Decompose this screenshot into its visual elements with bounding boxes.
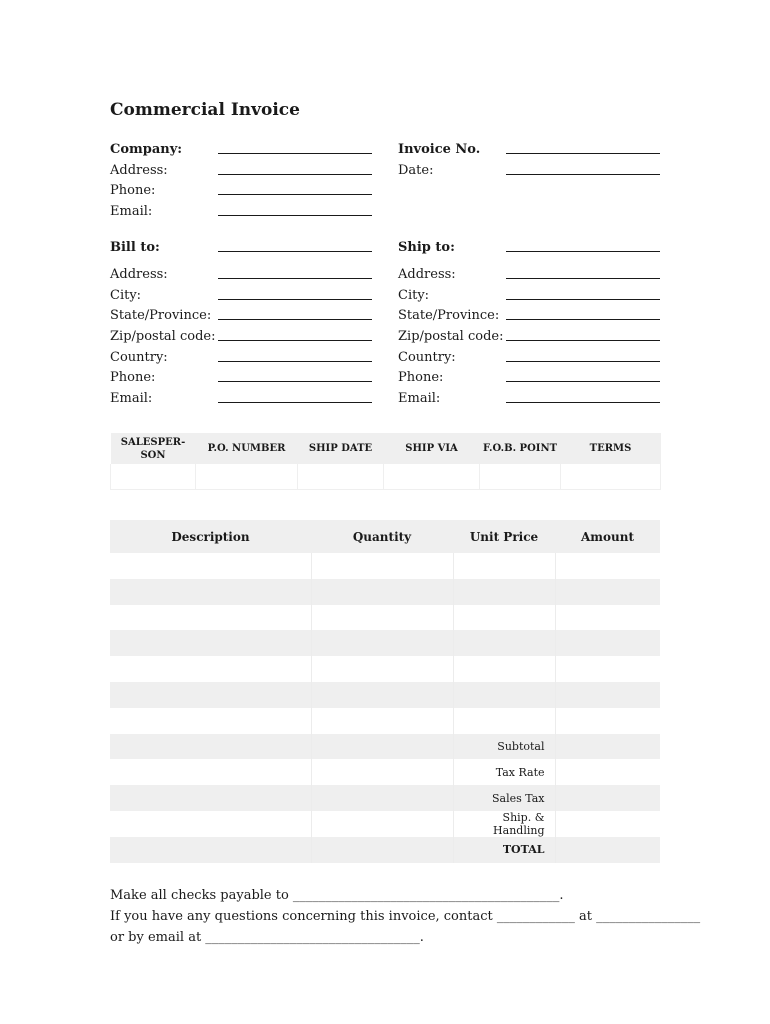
amount-cell[interactable] [555,682,660,708]
ship-to-address-field[interactable] [506,278,660,279]
quantity-cell[interactable] [311,656,453,682]
amount-cell[interactable] [555,708,660,734]
ship-to-zip-label: Zip/postal code: [398,329,504,344]
fob-point-cell[interactable] [480,464,561,490]
quantity-cell[interactable] [311,708,453,734]
bill-to-email-field[interactable] [218,402,372,403]
blank-cell [311,811,453,837]
bill-to-country-label: Country: [110,350,168,365]
shipping-table [110,433,661,490]
invoice-date-label: Date: [398,163,434,178]
fob-point-header: F.O.B. POINT [480,433,561,464]
invoice-number-field[interactable] [506,153,660,154]
quantity-cell[interactable] [311,682,453,708]
shipping-handling-label: Ship. & Handling [453,811,555,837]
amount-cell[interactable] [555,605,660,631]
table-row [110,579,660,605]
company-email-label: Email: [110,204,153,219]
table-row [110,605,660,631]
description-cell[interactable] [110,579,311,605]
table-row [110,708,660,734]
page-title: Commercial Invoice [110,100,300,120]
tax-rate-value[interactable] [555,759,660,785]
bill-to-city-field[interactable] [218,299,372,300]
po-number-cell[interactable] [196,464,298,490]
amount-cell[interactable] [555,656,660,682]
company-phone-label: Phone: [110,183,156,198]
bill-to-phone-label: Phone: [110,370,156,385]
sales-tax-row [110,785,660,811]
ship-to-city-field[interactable] [506,299,660,300]
unit-price-cell[interactable] [453,605,555,631]
blank-cell [110,785,311,811]
amount-cell[interactable] [555,553,660,579]
total-value[interactable] [555,837,660,863]
salesperson-header: SALESPER- SON [111,433,196,464]
bill-to-email-label: Email: [110,391,153,406]
subtotal-label: Subtotal [453,734,555,760]
ship-to-phone-field[interactable] [506,381,660,382]
blank-cell [311,837,453,863]
amount-cell[interactable] [555,579,660,605]
invoice-number-label: Invoice No. [398,142,481,157]
bill-to-address-label: Address: [110,267,168,282]
salesperson-cell[interactable] [111,464,196,490]
company-email-field[interactable] [218,215,372,216]
ship-to-address-label: Address: [398,267,456,282]
invoice-date-field[interactable] [506,174,660,175]
ship-to-country-label: Country: [398,350,456,365]
description-cell[interactable] [110,708,311,734]
unit-price-cell[interactable] [453,630,555,656]
description-cell[interactable] [110,630,311,656]
bill-to-phone-field[interactable] [218,381,372,382]
bill-to-zip-label: Zip/postal code: [110,329,216,344]
description-cell[interactable] [110,553,311,579]
shipping-handling-row [110,811,660,837]
shipping-table-header [111,433,661,464]
sales-tax-label: Sales Tax [453,785,555,811]
bill-to-heading: Bill to: [110,240,160,255]
unit-price-cell[interactable] [453,682,555,708]
ship-via-cell[interactable] [384,464,480,490]
bill-to-state-label: State/Province: [110,308,212,323]
company-address-field[interactable] [218,174,372,175]
blank-cell [311,734,453,760]
unit-price-cell[interactable] [453,579,555,605]
unit-price-header: Unit Price [453,520,555,553]
table-row [111,464,661,490]
table-row [110,630,660,656]
blank-cell [110,759,311,785]
footer-email-note: or by email at _________________________________. [110,930,424,945]
bill-to-zip-field[interactable] [218,340,372,341]
items-table [110,520,660,863]
table-row [110,682,660,708]
items-table-header [110,520,660,553]
bill-to-country-field[interactable] [218,361,372,362]
subtotal-value[interactable] [555,734,660,760]
blank-cell [110,734,311,760]
tax-rate-label: Tax Rate [453,759,555,785]
description-cell[interactable] [110,605,311,631]
ship-to-email-label: Email: [398,391,441,406]
bill-to-state-field[interactable] [218,319,372,320]
sales-tax-value[interactable] [555,785,660,811]
table-row [110,553,660,579]
bill-to-field[interactable] [218,251,372,252]
unit-price-cell[interactable] [453,553,555,579]
ship-to-zip-field[interactable] [506,340,660,341]
description-cell[interactable] [110,656,311,682]
quantity-cell[interactable] [311,630,453,656]
table-row [110,656,660,682]
footer-contact-note: If you have any questions concerning this invoice, contact ____________ at ________________ [110,909,701,924]
total-row [110,837,660,863]
quantity-cell[interactable] [311,605,453,631]
ship-via-header: SHIP VIA [384,433,480,464]
footer-payable-note: Make all checks payable to _________________________________________. [110,888,564,903]
company-label: Company: [110,142,183,157]
bill-to-city-label: City: [110,288,142,303]
ship-to-state-field[interactable] [506,319,660,320]
terms-cell[interactable] [561,464,661,490]
bill-to-address-field[interactable] [218,278,372,279]
unit-price-cell[interactable] [453,708,555,734]
company-phone-field[interactable] [218,194,372,195]
po-number-header: P.O. NUMBER [196,433,298,464]
ship-to-city-label: City: [398,288,430,303]
quantity-cell[interactable] [311,553,453,579]
total-label: TOTAL [453,837,555,863]
ship-date-cell[interactable] [298,464,384,490]
description-header: Description [110,520,311,553]
company-field[interactable] [218,153,372,154]
ship-to-state-label: State/Province: [398,308,500,323]
blank-cell [110,811,311,837]
tax-rate-row [110,759,660,785]
company-address-label: Address: [110,163,168,178]
ship-to-heading: Ship to: [398,240,455,255]
blank-cell [110,837,311,863]
amount-cell[interactable] [555,630,660,656]
ship-to-country-field[interactable] [506,361,660,362]
shipping-handling-value[interactable] [555,811,660,837]
description-cell[interactable] [110,682,311,708]
ship-to-phone-label: Phone: [398,370,444,385]
quantity-header: Quantity [311,520,453,553]
unit-price-cell[interactable] [453,656,555,682]
ship-to-email-field[interactable] [506,402,660,403]
ship-date-header: SHIP DATE [298,433,384,464]
amount-header: Amount [555,520,660,553]
ship-to-field[interactable] [506,251,660,252]
quantity-cell[interactable] [311,579,453,605]
blank-cell [311,759,453,785]
blank-cell [311,785,453,811]
terms-header: TERMS [561,433,661,464]
subtotal-row [110,734,660,760]
